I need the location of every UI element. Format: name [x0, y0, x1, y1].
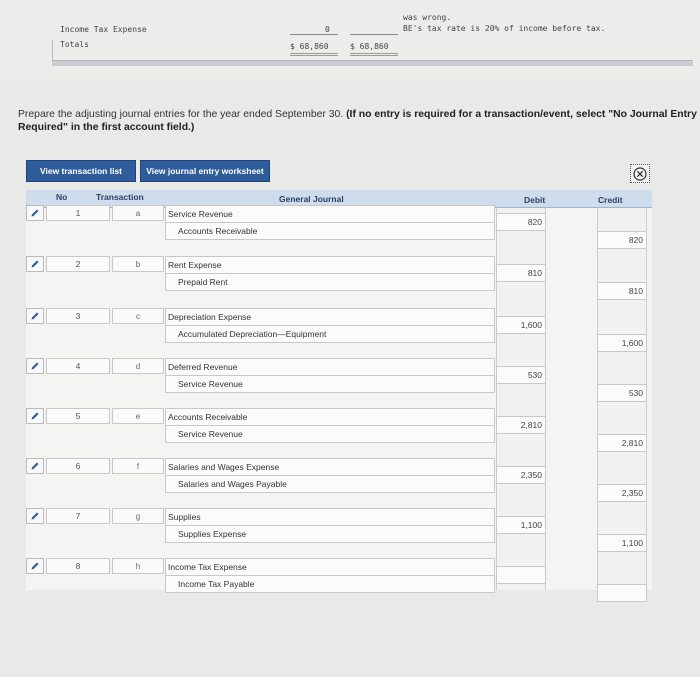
edit-entry-button[interactable] [26, 508, 44, 524]
edit-entry-button[interactable] [26, 256, 44, 272]
table-row [26, 308, 652, 352]
worksheet-snippet [0, 0, 700, 80]
note-text: BE's tax rate is 20% of income before tax. [403, 24, 606, 33]
instructions-text: Prepare the adjusting journal entries for the year ended September 30. [18, 109, 344, 120]
header-no: No [56, 192, 68, 202]
row-transaction: h [112, 558, 164, 574]
table-row [26, 508, 652, 552]
header-transaction: Transaction [96, 192, 144, 202]
row-transaction: e [112, 408, 164, 424]
debit-amount-field[interactable]: 530 [496, 366, 546, 384]
table-row [26, 408, 652, 452]
credit-amount-field[interactable]: 810 [597, 282, 647, 300]
row-transaction: b [112, 256, 164, 272]
row-transaction: f [112, 458, 164, 474]
credit-account-field[interactable]: Accumulated Depreciation—Equipment [165, 325, 495, 343]
debit-account-field[interactable]: Supplies [165, 508, 495, 526]
credit-account-field[interactable]: Prepaid Rent [165, 273, 495, 291]
debit-amount-field[interactable]: 2,350 [496, 466, 546, 484]
credit-amount-field[interactable]: 2,810 [597, 434, 647, 452]
row-transaction: a [112, 205, 164, 221]
credit-amount-field[interactable]: 2,350 [597, 484, 647, 502]
debit-account-field[interactable]: Accounts Receivable [165, 408, 495, 426]
debit-amount-field[interactable] [496, 566, 546, 584]
credit-amount-field[interactable]: 1,600 [597, 334, 647, 352]
divider [52, 60, 693, 66]
table-row [26, 358, 652, 402]
row-number: 6 [46, 458, 110, 474]
debit-account-field[interactable]: Salaries and Wages Expense [165, 458, 495, 476]
pencil-icon [30, 561, 40, 571]
edit-entry-button[interactable] [26, 458, 44, 474]
debit-amount-field[interactable]: 820 [496, 213, 546, 231]
row-number: 1 [46, 205, 110, 221]
credit-amount-field[interactable]: 820 [597, 231, 647, 249]
credit-account-field[interactable]: Service Revenue [165, 425, 495, 443]
table-row [26, 256, 652, 300]
credit-amount-field[interactable]: 530 [597, 384, 647, 402]
credit-account-field[interactable]: Income Tax Payable [165, 575, 495, 593]
debit-account-field[interactable]: Deferred Revenue [165, 358, 495, 376]
debit-account-field[interactable]: Depreciation Expense [165, 308, 495, 326]
edit-entry-button[interactable] [26, 205, 44, 221]
pencil-icon [30, 511, 40, 521]
row-number: 5 [46, 408, 110, 424]
credit-account-field[interactable]: Accounts Receivable [165, 222, 495, 240]
debit-amount-field[interactable]: 1,600 [496, 316, 546, 334]
table-row [26, 205, 652, 249]
debit-account-field[interactable]: Rent Expense [165, 256, 495, 274]
credit-amount-field[interactable] [597, 584, 647, 602]
credit-account-field[interactable]: Service Revenue [165, 375, 495, 393]
debit-account-field[interactable]: Service Revenue [165, 205, 495, 223]
worksheet-total-debit: $ 68,860 [290, 42, 329, 51]
credit-amount-field[interactable]: 1,100 [597, 534, 647, 552]
row-transaction: g [112, 508, 164, 524]
edit-entry-button[interactable] [26, 408, 44, 424]
row-transaction: d [112, 358, 164, 374]
pencil-icon [30, 411, 40, 421]
header-general-journal: General Journal [279, 194, 344, 204]
debit-amount-field[interactable]: 1,100 [496, 516, 546, 534]
debit-account-field[interactable]: Income Tax Expense [165, 558, 495, 576]
instructions-bold: (If no entry is required for a transaction/event, select "No Journal Entry Required" in the first account field.) [18, 109, 697, 133]
row-number: 3 [46, 308, 110, 324]
credit-account-field[interactable]: Supplies Expense [165, 525, 495, 543]
table-row [26, 558, 652, 602]
edit-entry-button[interactable] [26, 358, 44, 374]
row-number: 8 [46, 558, 110, 574]
close-circle-icon [633, 167, 647, 181]
debit-amount-field[interactable]: 810 [496, 264, 546, 282]
view-journal-worksheet-button[interactable]: View journal entry worksheet [140, 160, 270, 182]
header-debit: Debit [524, 195, 546, 205]
credit-account-field[interactable]: Salaries and Wages Payable [165, 475, 495, 493]
view-transaction-list-button[interactable]: View transaction list [26, 160, 136, 182]
pencil-icon [30, 361, 40, 371]
row-number: 2 [46, 256, 110, 272]
worksheet-row-label: Totals [60, 40, 89, 49]
worksheet-row-label: Income Tax Expense [60, 25, 147, 34]
row-number: 4 [46, 358, 110, 374]
note-text: was wrong. [403, 13, 452, 22]
pencil-icon [30, 208, 40, 218]
pencil-icon [30, 311, 40, 321]
edit-entry-button[interactable] [26, 308, 44, 324]
header-credit: Credit [598, 195, 623, 205]
pencil-icon [30, 461, 40, 471]
debit-amount-field[interactable]: 2,810 [496, 416, 546, 434]
row-transaction: c [112, 308, 164, 324]
worksheet-value: 0 [325, 25, 330, 34]
instructions [18, 108, 698, 134]
journal-table [26, 190, 652, 590]
pencil-icon [30, 259, 40, 269]
worksheet-total-credit: $ 68,860 [350, 42, 389, 51]
close-button[interactable] [630, 164, 650, 183]
edit-entry-button[interactable] [26, 558, 44, 574]
row-number: 7 [46, 508, 110, 524]
table-row [26, 458, 652, 502]
